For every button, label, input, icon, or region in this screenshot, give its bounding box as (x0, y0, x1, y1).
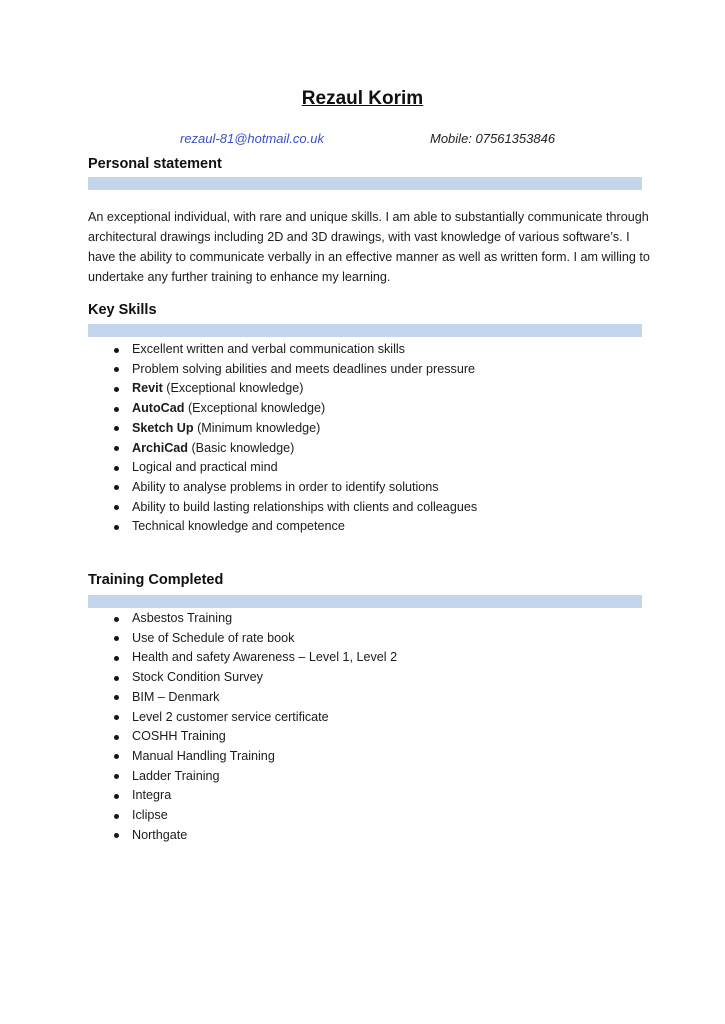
mobile-number: Mobile: 07561353846 (430, 131, 556, 146)
list-item: Level 2 customer service certificate (88, 708, 648, 728)
section-divider-bar (88, 595, 642, 608)
key-skills-list (88, 340, 648, 537)
list-item: AutoCad (Exceptional knowledge) (88, 399, 648, 419)
list-item: Iclipse (88, 806, 648, 826)
list-item: Manual Handling Training (88, 747, 648, 767)
email-link[interactable]: rezaul-81@hotmail.co.uk (180, 131, 324, 146)
list-item: Technical knowledge and competence (88, 517, 648, 537)
training-list (88, 609, 648, 845)
contact-row (0, 131, 725, 151)
list-item: ArchiCad (Basic knowledge) (88, 439, 648, 459)
list-item: Use of Schedule of rate book (88, 629, 648, 649)
list-item: Revit (Exceptional knowledge) (88, 379, 648, 399)
section-heading-key-skills: Key Skills (88, 302, 157, 318)
page-title: Rezaul Korim (301, 88, 424, 109)
list-item: Ladder Training (88, 767, 648, 787)
list-item: Asbestos Training (88, 609, 648, 629)
list-item: Logical and practical mind (88, 458, 648, 478)
section-heading-personal-statement: Personal statement (88, 156, 222, 172)
section-divider-bar (88, 324, 642, 337)
list-item: BIM – Denmark (88, 688, 648, 708)
list-item: Stock Condition Survey (88, 668, 648, 688)
list-item: Sketch Up (Minimum knowledge) (88, 419, 648, 439)
section-heading-training-completed: Training Completed (88, 572, 224, 588)
section-divider-bar (88, 177, 642, 190)
list-item: Health and safety Awareness – Level 1, Level 2 (88, 648, 648, 668)
personal-statement-text: An exceptional individual, with rare and unique skills. I am able to substantially communicate through architectural drawings including 2D and 3D drawings, with vast knowledge of various software’s. I have the ability to communicate verbally in an effective manner as well as written form. I am willing to undertake any further training to enhance my learning. (88, 210, 650, 284)
list-item: COSHH Training (88, 727, 648, 747)
list-item: Ability to build lasting relationships with clients and colleagues (88, 498, 648, 518)
list-item: Northgate (88, 826, 648, 846)
list-item: Excellent written and verbal communication skills (88, 340, 648, 360)
list-item: Integra (88, 786, 648, 806)
list-item: Problem solving abilities and meets deadlines under pressure (88, 360, 648, 380)
list-item: Ability to analyse problems in order to identify solutions (88, 478, 648, 498)
